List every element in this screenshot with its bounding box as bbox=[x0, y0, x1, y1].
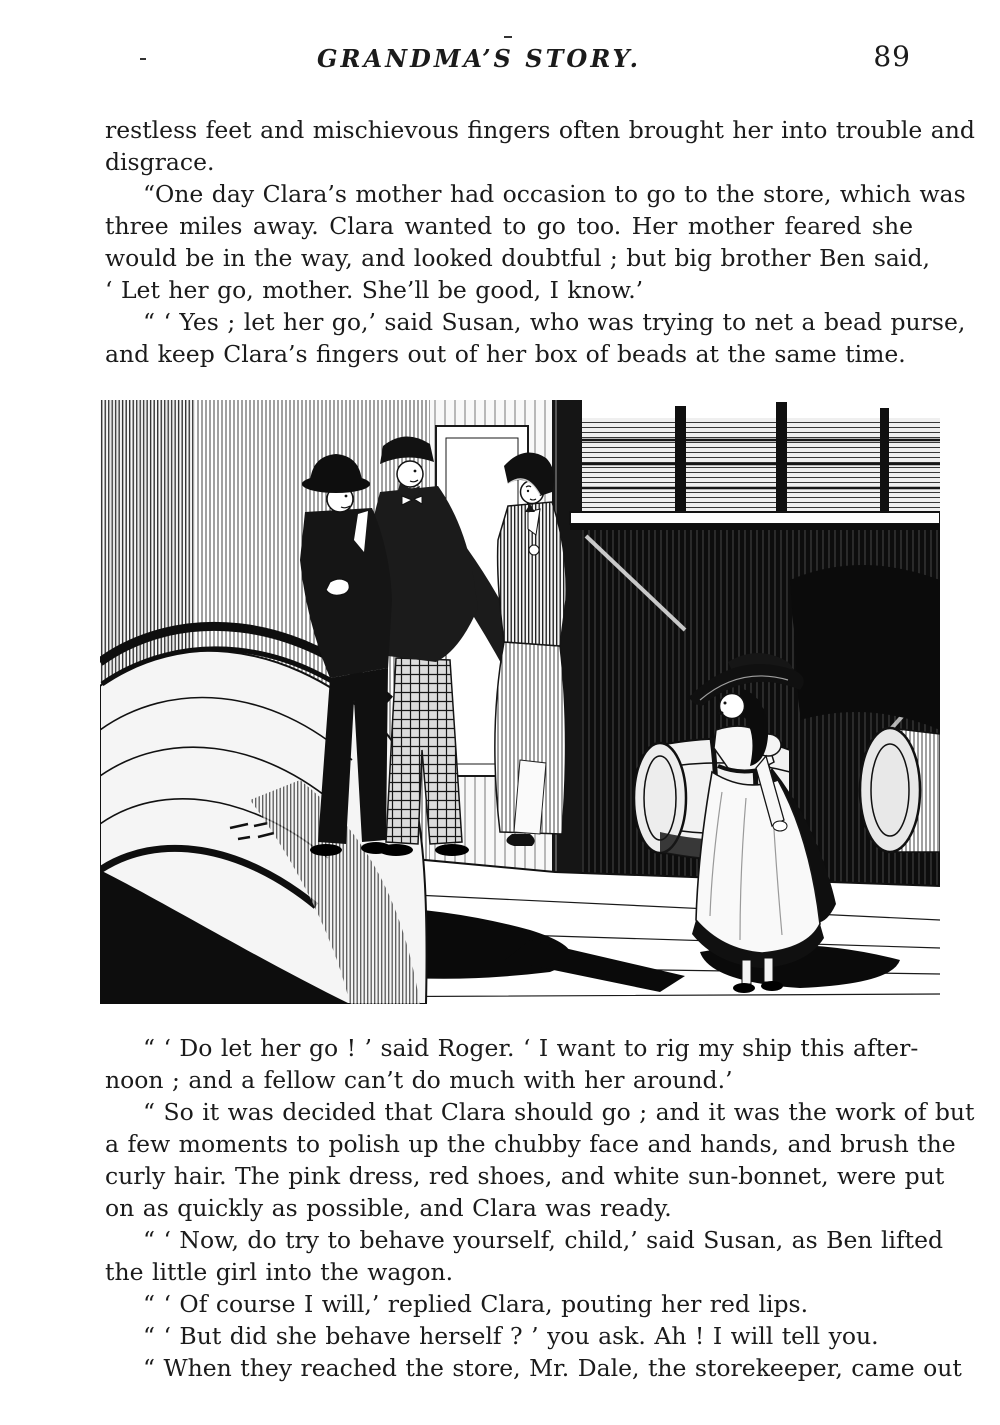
paragraph bbox=[105, 1352, 962, 1384]
text-line: “ ‘ Now, do try to behave yourself, child,’ said Susan, as Ben lifted bbox=[143, 1226, 944, 1254]
text-line: three miles away. Clara wanted to go too. Her mother feared she bbox=[105, 212, 913, 240]
text-line: “ ‘ Do let her go ! ’ said Roger. ‘ I want to rig my ship this after- bbox=[143, 1034, 919, 1062]
running-title: GRANDMA’S STORY. bbox=[317, 44, 641, 73]
scan-artifact bbox=[504, 36, 512, 38]
text-line: “ ‘ Yes ; let her go,’ said Susan, who was trying to net a bead purse, bbox=[143, 308, 966, 336]
text-line: restless feet and mischievous fingers often brought her into trouble and bbox=[105, 116, 975, 144]
shelf bbox=[570, 400, 940, 530]
scan-artifact bbox=[140, 58, 146, 60]
text-line: curly hair. The pink dress, red shoes, and white sun-bonnet, were put bbox=[105, 1162, 945, 1190]
text-line: “ When they reached the store, Mr. Dale, the storekeeper, came out bbox=[143, 1354, 962, 1382]
barrel-right bbox=[860, 728, 940, 852]
page-header bbox=[105, 40, 913, 84]
text-line: noon ; and a fellow can’t do much with her around.’ bbox=[105, 1066, 733, 1094]
text-line: ‘ Let her go, mother. She’ll be good, I know.’ bbox=[105, 276, 644, 304]
text-line: a few moments to polish up the chubby face and hands, and brush the bbox=[105, 1130, 956, 1158]
text-line: “One day Clara’s mother had occasion to go to the store, which was bbox=[143, 180, 966, 208]
paragraph bbox=[105, 114, 975, 178]
paragraph bbox=[105, 1320, 913, 1352]
story-illustration bbox=[100, 400, 940, 1004]
text-line: “ So it was decided that Clara should go ; and it was the work of but bbox=[143, 1098, 975, 1126]
paragraph bbox=[105, 1288, 913, 1320]
text-line: the little girl into the wagon. bbox=[105, 1258, 454, 1286]
text-line: “ ‘ Of course I will,’ replied Clara, pouting her red lips. bbox=[143, 1290, 809, 1318]
paragraph bbox=[105, 1032, 919, 1096]
text-line: “ ‘ But did she behave herself ? ’ you ask. Ah ! I will tell you. bbox=[143, 1322, 879, 1350]
paragraph bbox=[105, 306, 966, 370]
paragraph bbox=[105, 1224, 944, 1288]
text-line: disgrace. bbox=[105, 148, 215, 176]
text-line: on as quickly as possible, and Clara was ready. bbox=[105, 1194, 672, 1222]
text-line: and keep Clara’s fingers out of her box of beads at the same time. bbox=[105, 340, 906, 368]
text-line: would be in the way, and looked doubtful ; but big brother Ben said, bbox=[105, 244, 930, 272]
paragraph bbox=[105, 1096, 975, 1224]
paragraph bbox=[105, 178, 966, 306]
story-text bbox=[105, 114, 975, 1384]
page-number: 89 bbox=[873, 40, 911, 73]
